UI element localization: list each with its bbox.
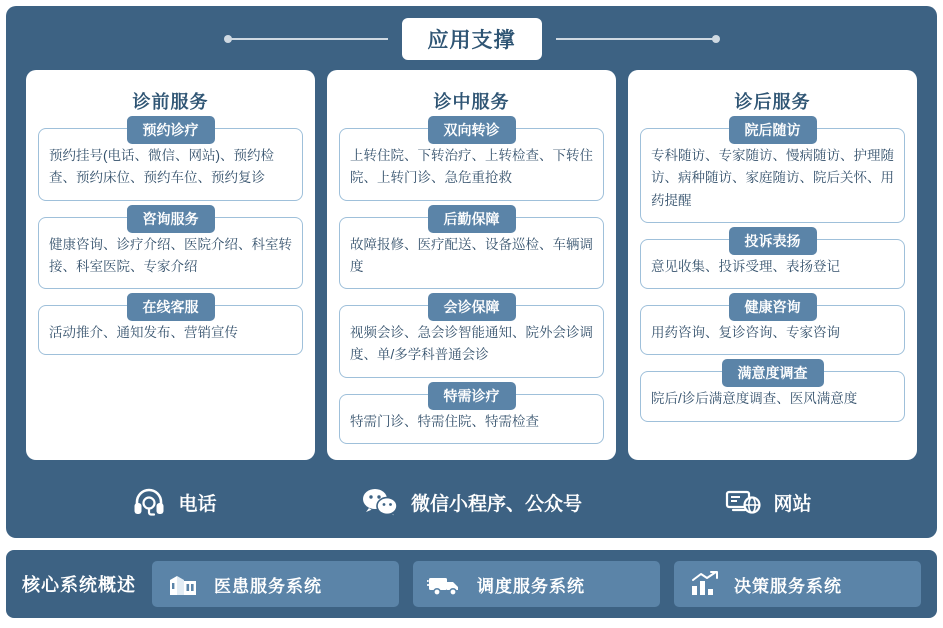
group-label: 满意度调查 [722, 359, 824, 387]
group-card [640, 232, 905, 289]
group-label: 投诉表扬 [729, 227, 817, 255]
system-card-dispatch-service[interactable] [413, 561, 660, 607]
group-label: 院后随访 [729, 116, 817, 144]
service-columns [26, 70, 917, 460]
group-card [640, 365, 905, 421]
truck-icon [427, 569, 463, 599]
system-label: 调度服务系统 [477, 576, 585, 596]
website-icon [725, 487, 761, 517]
group-body: 活动推介、通知发布、营销宣传 [49, 325, 238, 341]
channel-label: 电话 [178, 493, 217, 515]
core-systems-title: 核心系统概述 [22, 575, 136, 595]
group-body: 上转住院、下转治疗、上转检查、下转住院、上转门诊、急危重抢救 [350, 148, 593, 186]
column-in-visit [327, 70, 616, 460]
group-card [640, 122, 905, 223]
page-title: 应用支撑 [402, 18, 542, 60]
title-line-left [228, 38, 388, 40]
wechat-icon [361, 487, 399, 517]
group-body: 意见收集、投诉受理、表扬登记 [651, 258, 840, 274]
group-label: 后勤保障 [428, 205, 516, 233]
channel-label: 微信小程序、公众号 [410, 493, 582, 515]
chart-icon [688, 569, 720, 599]
group-body: 用药咨询、复诊咨询、专家咨询 [651, 325, 840, 341]
column-title: 诊后服务 [734, 92, 811, 112]
group-body: 院后/诊后满意度调查、医风满意度 [651, 391, 858, 407]
system-card-patient-service[interactable] [152, 561, 399, 607]
title-dot-right [712, 35, 720, 43]
group-body: 健康咨询、诊疗介绍、医院介绍、科室转接、科室医院、专家介绍 [49, 236, 292, 274]
headset-icon [132, 487, 166, 517]
channel-website [620, 487, 917, 517]
group-label: 咨询服务 [127, 205, 215, 233]
system-label: 医患服务系统 [214, 576, 322, 596]
system-label: 决策服务系统 [734, 576, 842, 596]
group-body: 故障报修、医疗配送、设备巡检、车辆调度 [350, 236, 593, 274]
group-label: 预约诊疗 [127, 116, 215, 144]
group-card [38, 122, 303, 201]
panel-title-bar [6, 18, 937, 60]
channel-row [26, 476, 917, 528]
title-dot-left [224, 35, 232, 43]
channel-phone [26, 487, 323, 517]
group-body: 专科随访、专家随访、慢病随访、护理随访、病种随访、家庭随访、院后关怀、用药提醒 [651, 148, 894, 208]
group-label: 双向转诊 [428, 116, 516, 144]
group-card [339, 299, 604, 378]
group-card [640, 299, 905, 355]
channel-label: 网站 [773, 493, 812, 515]
system-card-decision-service[interactable] [674, 561, 921, 607]
group-card [339, 210, 604, 290]
core-systems-bar [6, 550, 937, 618]
group-label: 健康咨询 [729, 293, 817, 321]
group-body: 视频会诊、急会诊智能通知、院外会诊调度、单/多学科普通会诊 [350, 325, 593, 363]
group-body: 特需门诊、特需住院、特需检查 [350, 413, 539, 429]
group-card [38, 299, 303, 355]
application-support-panel [6, 6, 937, 538]
hospital-icon [166, 569, 200, 599]
group-body: 预约挂号(电话、微信、网站)、预约检查、预约床位、预约车位、预约复诊 [49, 148, 274, 186]
group-card [339, 122, 604, 201]
column-pre-visit [26, 70, 315, 460]
group-label: 特需诊疗 [428, 382, 516, 410]
group-card [339, 387, 604, 444]
group-label: 在线客服 [127, 293, 215, 321]
channel-wechat [323, 487, 620, 517]
column-title: 诊中服务 [433, 92, 510, 112]
group-card [38, 210, 303, 290]
group-label: 会诊保障 [428, 293, 516, 321]
title-line-right [556, 38, 716, 40]
column-title: 诊前服务 [132, 92, 209, 112]
column-post-visit [628, 70, 917, 460]
